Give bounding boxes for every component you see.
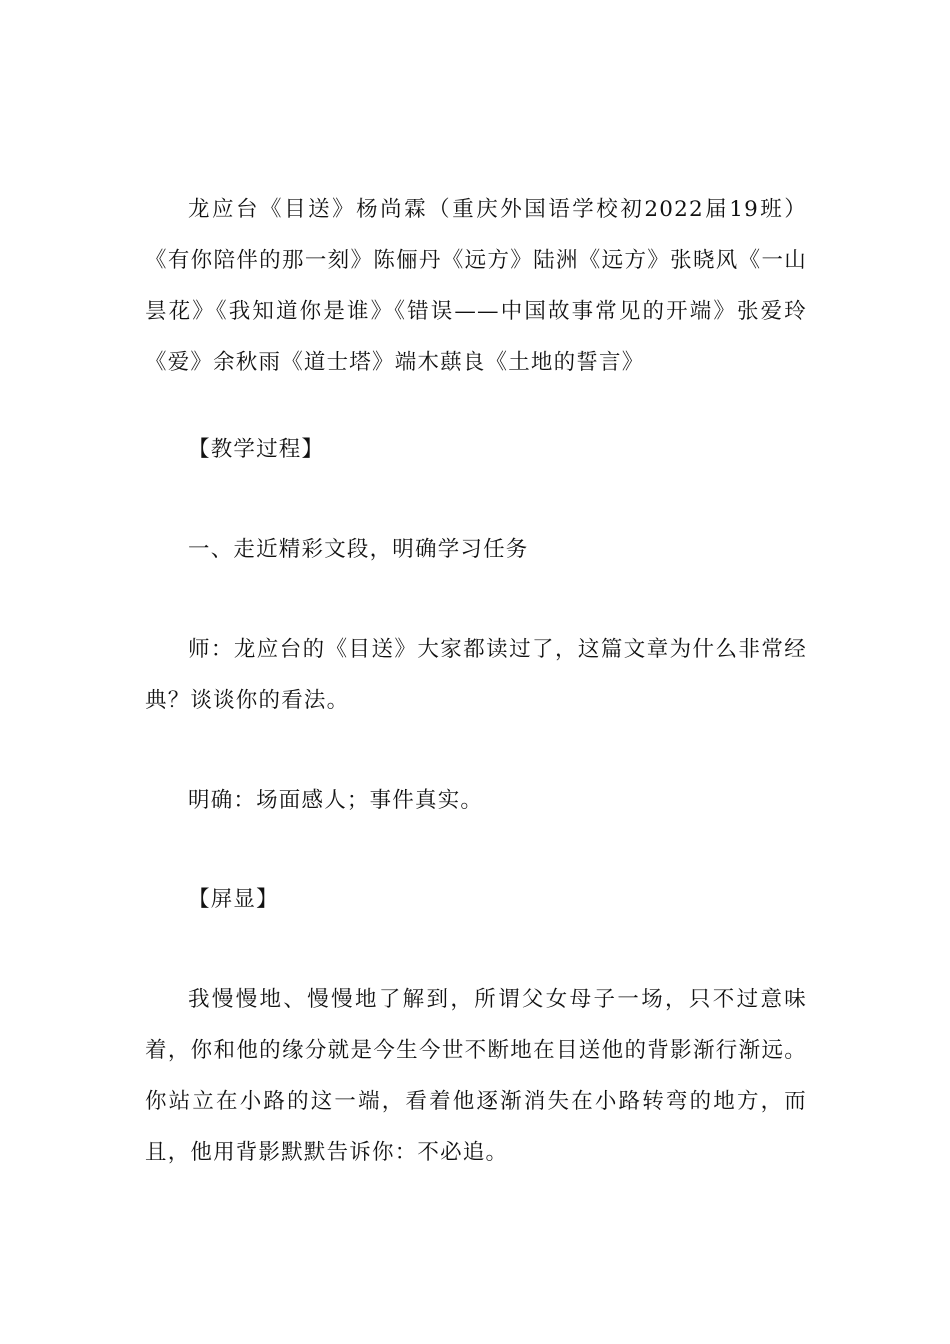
quote-paragraph: 我慢慢地、慢慢地了解到，所谓父女母子一场，只不过意味着，你和他的缘分就是今生今世不断地在目送他的背影渐行渐远。你站立在小路的这一端，看着他逐渐消失在小路转弯的地方，而且，他用背影默默告诉你：不必追。 [145,987,807,1165]
teaching-process-heading: 【教学过程】 [188,437,325,462]
section-one-heading: 一、走近精彩文段，明确学习任务 [188,537,529,562]
answer-paragraph: 明确：场面感人；事件真实。 [188,788,484,813]
teacher-question-paragraph: 师：龙应台的《目送》大家都读过了，这篇文章为什么非常经典？谈谈你的看法。 [145,637,807,713]
references-paragraph: 龙应台《目送》杨尚霖（重庆外国语学校初2022届19班）《有你陪伴的那一刻》陈俪丹《远方》陆洲《远方》张晓风《一山昙花》《我知道你是谁》《错误——中国故事常见的开端》张爱玲《爱》余秋雨《道士塔》端木蕻良《土地的誓言》 [145,197,807,375]
screen-display-heading: 【屏显】 [188,887,279,912]
